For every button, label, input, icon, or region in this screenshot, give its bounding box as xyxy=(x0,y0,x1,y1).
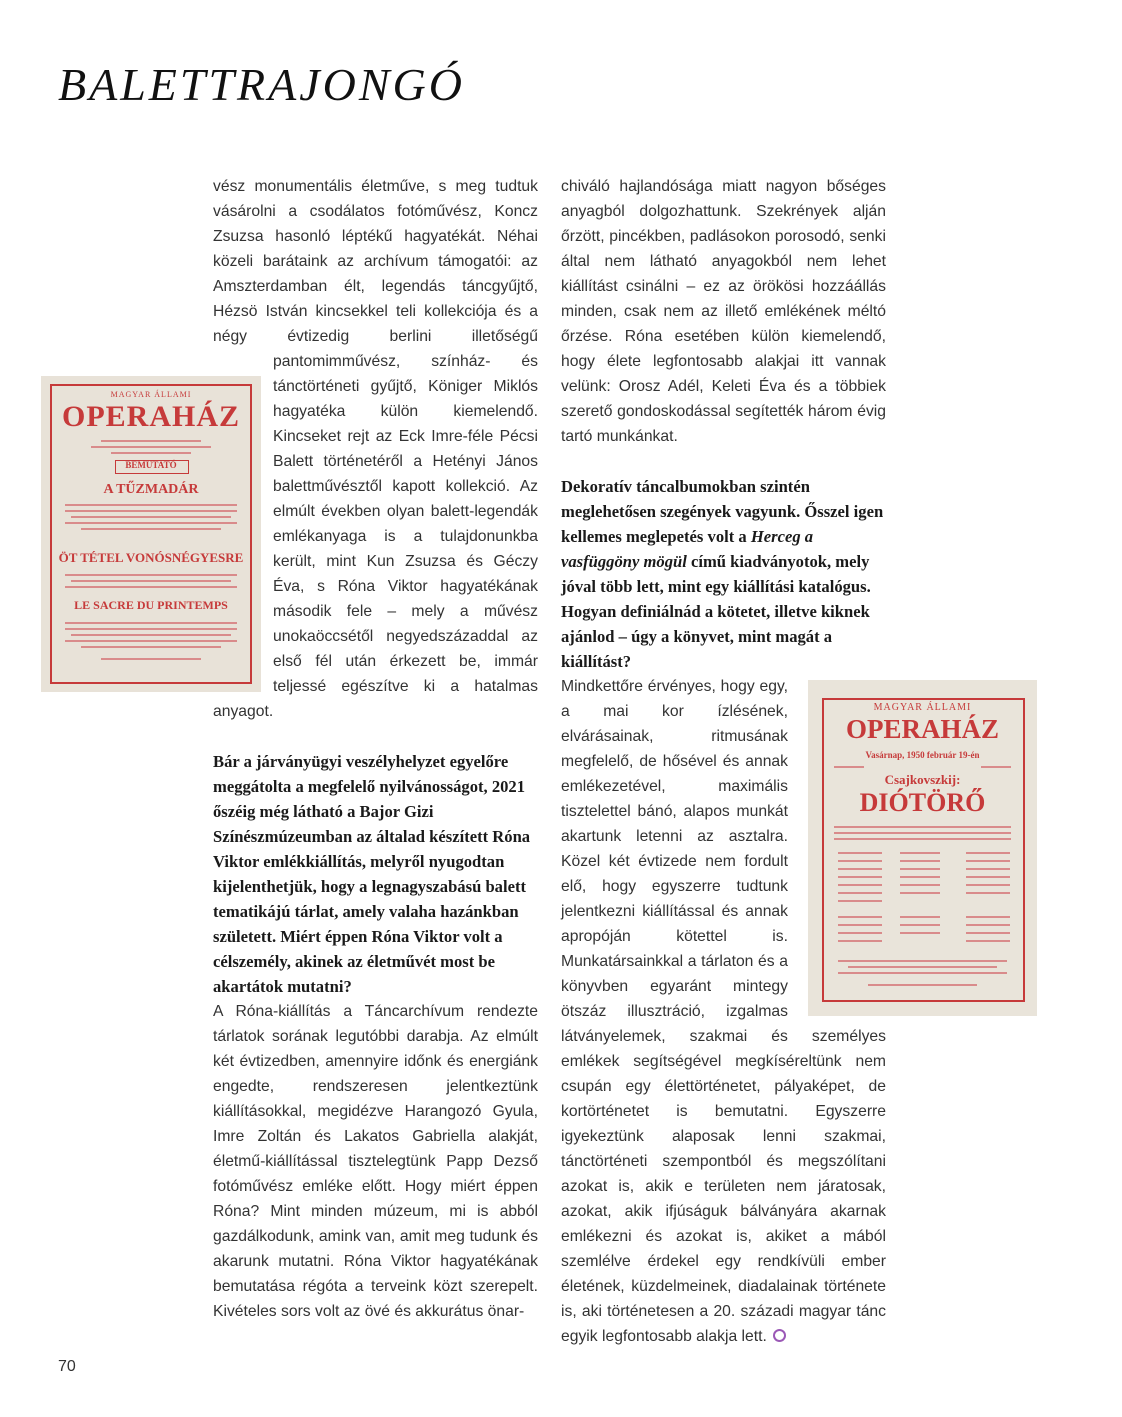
body-paragraph-3: chiváló hajlandósága miatt nagyon bőséges anyagból dolgozhattunk. Szekrények alján őrzött, pincékben, padlásokon porosodó, senki által nem látható anyagokból nem lehet kiállítást csinálni – ez az örökösi hozzáállás minden, csak nem az illető emlékének méltó őrzése. Róna esetében külön kiemelendő, hogy élete legfontosabb alakjai itt vannak velünk: Orosz Adél, Keleti Éva és a többiek szerető gondoskodással segítették három évig tartó munkánkat. xyxy=(561,178,886,445)
poster-header: MAGYAR ÁLLAMI xyxy=(110,390,192,399)
poster-title: OPERAHÁZ xyxy=(61,400,240,433)
section-title: BALETTRAJONGÓ xyxy=(58,59,465,110)
interview-question-1: Bár a járványügyi veszélyhelyzet egyelőre meggátolta a megfelelő nyilvánosságot, 2021 őszéig még látható a Bajor Gizi Színészmúzeumban az általad készített Róna Viktor emlékkiállítás, melyről nyugodtan kijelenthetjük, hogy a legnagyszabású balett tematikájú tárlat, amely valaha hazánkban született. Miért éppen Róna Viktor volt a célszemély, akinek az életművét most be akartátok mutatni? xyxy=(213,752,531,996)
poster-composer: Csajkovszkij: xyxy=(884,772,961,787)
poster-date: Vasárnap, 1950 február 19-én xyxy=(865,750,980,760)
article-end-icon xyxy=(773,1329,786,1342)
body-paragraph-2: A Róna-kiállítás a Táncarchívum rendezte tárlatok sorának legutóbbi darabja. Az elmúlt két évtizedben, amennyire időnk és energiánk engedte, rendszeresen jelentkeztünk kiállításokkal, megidézve Harangozó Gyula, Imre Zoltán és Lakatos Gabriella alakját, életmű-kiállítással tisztelegtünk Papp Dezső fotóművész emléke előtt. Hogy miért éppen Róna? Mint minden múzeum, mi is abból gazdálkodunk, amink van, amit meg tudunk és akarunk mutatni. Róna Viktor hagyatékának bemutatása régóta a terveink közt szerepelt. Kivételes sors volt az övé és akkurátus önar- xyxy=(213,1003,538,1320)
body-paragraph-4: Mindkettőre érvényes, hogy egy, a mai kor ízlésének, elvárásainak, ritmusának megfelelő, de hősével és annak emlékezetével, maximális tisztelettel bánó, alapos munkát akartunk letenni az asztalra. Közel két évtizede nem fordult elő, hogy egyszerre tudtunk jelentkezni kiállítással és annak apropóján kötettel is. Munkatársainkkal a tárlaton és a könyvben egyaránt mintegy ötszáz illusztráció, izgalmas látványelemek, szakmai és személyes emlékek segítségével megkíséreltünk nem csupán egy élettörténetet, pályaképet, de kortörténetet is bemutatni. Egyszerre igyekeztünk alaposak lenni szakmai, tánctörténeti szempontból és megszólítani azokat is, akik e területen nem járatosak, azokat, akik ifjúságuk bálványára akarnak emlékezni és azokat is, akiket a mából szemlélve érdekel egy rendkívüli ember életének, küzdelmeinek, diadalainak története is, aki történetesen a 20. századi magyar tánc egyik legfontosabb alakja lett. xyxy=(561,678,886,1345)
poster-header: MAGYAR ÁLLAMI xyxy=(873,702,972,713)
poster-title: OPERAHÁZ xyxy=(845,714,999,744)
poster-work-3: LE SACRE DU PRINTEMPS xyxy=(74,598,228,612)
poster-work-2: ÖT TÉTEL VONÓSNÉGYESRE xyxy=(58,550,244,565)
interview-question-2: Dekoratív táncalbumokban szintén meglehetősen szegények vagyunk. Ősszel igen kellemes meglepetés volt a Herceg a vasfüggöny mögül című kiadványotok, mely jóval több lett, mint egy kiállítási katalógus. Hogyan definiálnád a kötetet, illetve kiknek ajánlod – úgy a könyvet, mint magát a kiállítást? xyxy=(561,477,884,671)
text-column-right xyxy=(561,174,886,1349)
book-title: Herceg a vasfüggöny mögül xyxy=(561,527,814,571)
page-number: 70 xyxy=(58,1358,76,1375)
poster-work: DIÓTÖRŐ xyxy=(859,788,986,817)
body-paragraph-1: vész monumentális életműve, s meg tudtuk vásárolni a csodálatos fotóművész, Koncz Zsuzsa hasonló léptékű hagyatékát. Néhai közeli barátaink az archívum támogatói: az Amszterdamban élt, legendás táncgyűjtő, Hézsö István kincsekkel teli kollekciója és a négy évtizedig berlini illetőségű pantomimművész, színház- és tánctörténeti gyűjtő, Königer Miklós hagyatéka külön kiemelendő. Kincseket rejt az Eck Imre-féle Pécsi Balett történetéről a Hetényi János balettművésztől kapott kollekció. Az elmúlt években olyan balett-legendák emlékanyaga is a tulajdonunkba került, mint Kun Zsuzsa és Géczy Éva, s Róna Viktor hagyatékának második fele – mely a művész unokaöccsétől negyedszázaddal az első fél után érkezett be, immár teljessé egészítve ki a hatalmas anyagot. xyxy=(213,178,538,720)
poster-tag: BEMUTATÓ xyxy=(125,460,177,470)
poster-work-1: A TŰZMADÁR xyxy=(103,482,199,497)
text-column-left xyxy=(213,174,538,1324)
